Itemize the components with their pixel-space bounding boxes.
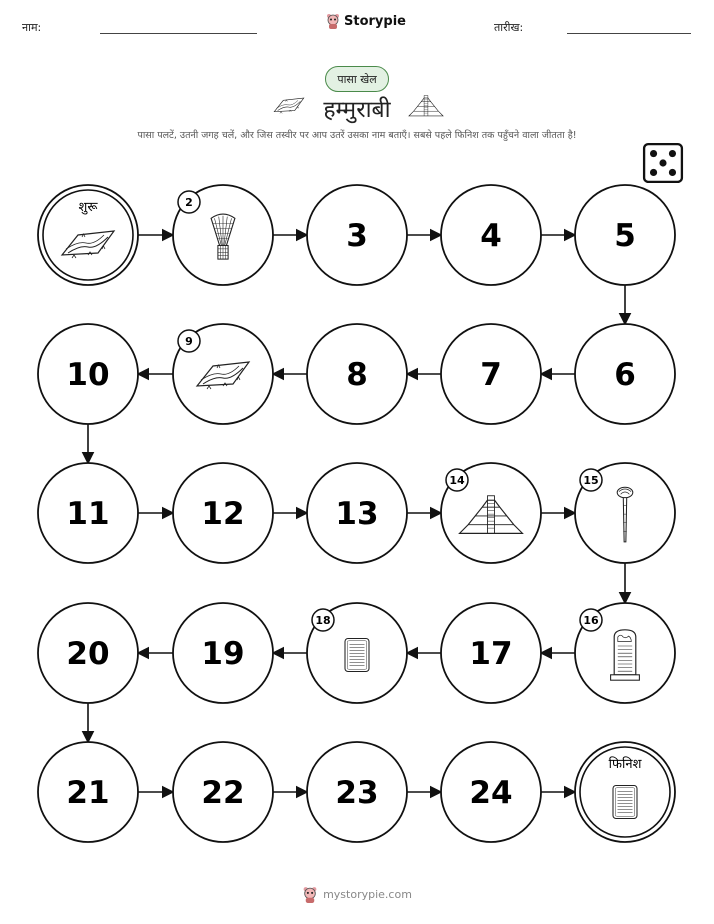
- footer-url[interactable]: mystorypie.com: [323, 888, 412, 901]
- cell-number: 12: [201, 496, 245, 532]
- board-cell-9[interactable]: [173, 324, 273, 424]
- cell-number: 20: [66, 636, 110, 672]
- cell-number: 22: [201, 775, 245, 811]
- ziggurat-icon: [409, 96, 443, 116]
- mascot-icon: [302, 886, 318, 903]
- board-cell-7[interactable]: [441, 324, 541, 424]
- board-cell-24[interactable]: [441, 742, 541, 842]
- footer: [0, 886, 714, 903]
- board-cell-20[interactable]: [38, 603, 138, 703]
- cell-number: 5: [614, 218, 636, 254]
- board-cell-18[interactable]: [307, 603, 407, 703]
- board-cell-23[interactable]: [307, 742, 407, 842]
- cell-badge-number: 14: [449, 474, 465, 487]
- board-cell-8[interactable]: [307, 324, 407, 424]
- game-type-badge: पासा खेल: [325, 66, 389, 92]
- board-cell-13[interactable]: [307, 463, 407, 563]
- board-cell-6[interactable]: [575, 324, 675, 424]
- cell-badge-number: 2: [185, 196, 193, 209]
- board-cell-11[interactable]: [38, 463, 138, 563]
- board-cell-5[interactable]: [575, 185, 675, 285]
- start-label: शुरू: [78, 200, 98, 215]
- board-cell-2[interactable]: [173, 185, 273, 285]
- clay-tablet-icon: [345, 639, 369, 672]
- cell-badge-number: 18: [315, 614, 331, 627]
- board-cell-25[interactable]: [575, 742, 675, 842]
- board-cell-4[interactable]: [441, 185, 541, 285]
- board-cell-12[interactable]: [173, 463, 273, 563]
- cell-badge-number: 15: [583, 474, 599, 487]
- date-label: तारीख:: [494, 21, 524, 34]
- dice-five-icon[interactable]: [644, 144, 682, 182]
- cell-number: 19: [201, 636, 245, 672]
- board-cell-22[interactable]: [173, 742, 273, 842]
- cell-number: 17: [469, 636, 513, 672]
- cell-number: 3: [346, 218, 368, 254]
- cell-badge-number: 16: [583, 614, 599, 627]
- board-cell-1[interactable]: [38, 185, 138, 285]
- board-cell-17[interactable]: [441, 603, 541, 703]
- board-cell-14[interactable]: [441, 463, 541, 563]
- cell-number: 11: [66, 496, 110, 532]
- cell-number: 8: [346, 357, 368, 393]
- cell-number: 4: [480, 218, 502, 254]
- cell-number: 21: [66, 775, 110, 811]
- board-cells: [38, 185, 675, 842]
- instructions: पासा पलटें, उतनी जगह चलें, और जिस तस्वीर पर आप उतरें उसका नाम बताएँ। सबसे पहले फिनिश तक पहुँचने वाला जीतता है!: [137, 130, 577, 141]
- finish-label: फिनिश: [608, 757, 642, 772]
- board-cell-21[interactable]: [38, 742, 138, 842]
- board-cell-3[interactable]: [307, 185, 407, 285]
- cell-number: 10: [66, 357, 110, 393]
- cell-number: 24: [469, 775, 513, 811]
- stele-icon: [611, 630, 640, 680]
- river-icon: [274, 98, 303, 113]
- name-label: नाम:: [22, 21, 42, 34]
- board-cell-19[interactable]: [173, 603, 273, 703]
- cell-number: 23: [335, 775, 379, 811]
- board-cell-10[interactable]: [38, 324, 138, 424]
- brand-name: Storypie: [344, 13, 406, 29]
- board-cell-16[interactable]: [575, 603, 675, 703]
- page-title: हम्मुराबी: [323, 97, 391, 123]
- cell-number: 6: [614, 357, 636, 393]
- cell-badge-number: 9: [185, 335, 193, 348]
- cell-number: 13: [335, 496, 379, 532]
- board-cell-15[interactable]: [575, 463, 675, 563]
- cell-number: 7: [480, 357, 502, 393]
- clay-tablet-icon: [613, 786, 637, 819]
